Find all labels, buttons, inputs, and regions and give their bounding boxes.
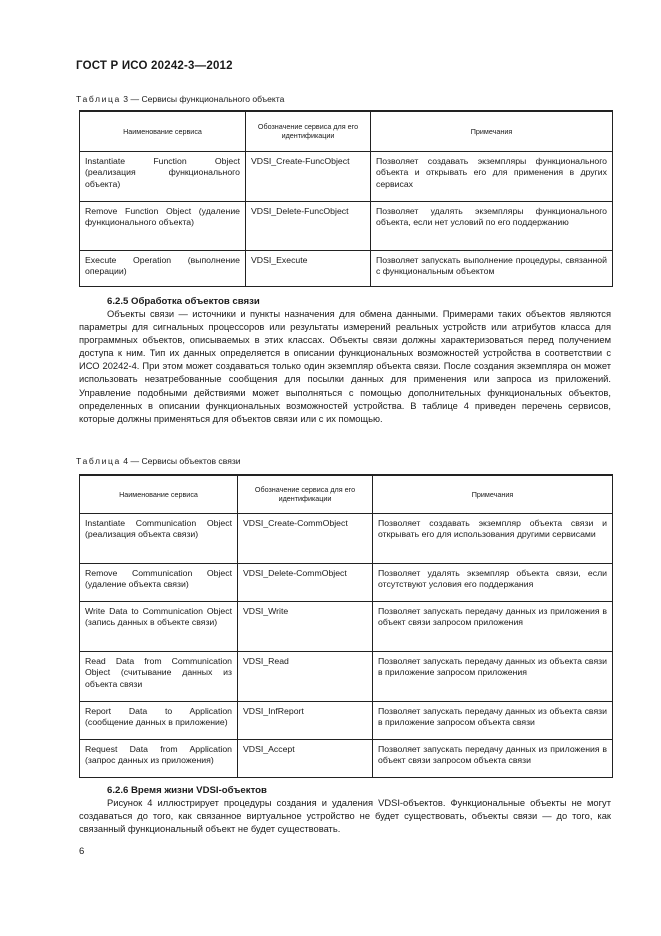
- table4-caption: Таблица 4 — Сервисы объектов связи: [76, 456, 241, 466]
- service-note: Позволяет запускать передачу данных из объекта связи в приложение запросом приложения: [373, 651, 613, 701]
- service-id: VDSI_Create-CommObject: [238, 513, 373, 563]
- service-name: Report Data to Application (сообщение данных в приложение): [80, 701, 238, 739]
- table3-caption: Таблица 3 — Сервисы функционального объекта: [76, 94, 285, 104]
- service-name: Execute Operation (выполнение операции): [80, 250, 246, 286]
- header-cell: Обозначение сервиса для его идентификации: [246, 111, 371, 151]
- header-cell: Обозначение сервиса для его идентификации: [238, 475, 373, 513]
- section-625-body: Объекты связи — источники и пункты назначения для обмена данными. Примерами таких объектов являются параметры для сигнальных процессоров или результаты измерений реальных устройств или атрибутов класса для программных объектов, описываемых в этих классах. Объекты связи должны характеризоваться перед получением доступа к ним. Тип их данных определяется в описании функциональных возможностей устройства в соответствии с ИСО 20242-4. При этом может создаваться только один экземпляр объекта связи. После создания экземпляра он может использовать незатребованные сообщения для посылки данных для применения или запроса из приложений. Управление подобными действиями может выполняться с помощью дополнительных функциональных объектов, определенных в описании функциональных возможностей устройства. В таблице 4 приведен перечень сервисов, которые должны применяться для объектов связи или с их помощью.: [79, 309, 611, 424]
- service-id: VDSI_Create-FuncObject: [246, 151, 371, 201]
- service-id: VDSI_Accept: [238, 739, 373, 777]
- table-header-row: [80, 475, 613, 513]
- table-row: [80, 563, 613, 601]
- service-note: Позволяет запускать передачу данных из приложения в объект связи запросом объекта связи: [373, 739, 613, 777]
- service-note: Позволяет создавать экземпляр объекта связи и открывать его для использования другими сервисами: [373, 513, 613, 563]
- service-name: Remove Function Object (удаление функционального объекта): [80, 201, 246, 250]
- service-name: Remove Communication Object (удаление объекта связи): [80, 563, 238, 601]
- table-row: [80, 739, 613, 777]
- header-cell: Наименование сервиса: [80, 111, 246, 151]
- service-note: Позволяет удалять экземпляры функционального объекта, если нет условий по его поддержанию: [371, 201, 613, 250]
- service-id: VDSI_Read: [238, 651, 373, 701]
- service-id: VDSI_Write: [238, 601, 373, 651]
- service-id: VDSI_Delete-CommObject: [238, 563, 373, 601]
- table-row: [80, 513, 613, 563]
- service-note: Позволяет создавать экземпляры функционального объекта и открывать его для применения в других сервисах: [371, 151, 613, 201]
- table-row: [80, 651, 613, 701]
- service-name: Instantiate Function Object (реализация функционального объекта): [80, 151, 246, 201]
- table4: [79, 474, 613, 778]
- service-id: VDSI_InfReport: [238, 701, 373, 739]
- service-name: Instantiate Communication Object (реализация объекта связи): [80, 513, 238, 563]
- table-header-row: [80, 111, 613, 151]
- service-note: Позволяет запускать передачу данных из объекта связи в приложение запросом объекта связи: [373, 701, 613, 739]
- section-625-title: 6.2.5 Обработка объектов связи: [107, 296, 260, 307]
- table-row: [80, 201, 613, 250]
- service-note: Позволяет запускать выполнение процедуры, связанной с функциональным объектом: [371, 250, 613, 286]
- table3: [79, 110, 613, 287]
- service-note: Позволяет запускать передачу данных из приложения в объект связи запросом приложения: [373, 601, 613, 651]
- header-cell: Наименование сервиса: [80, 475, 238, 513]
- service-id: VDSI_Execute: [246, 250, 371, 286]
- service-name: Read Data from Communication Object (считывание данных из объекта связи: [80, 651, 238, 701]
- table-row: [80, 151, 613, 201]
- table-row: [80, 250, 613, 286]
- service-id: VDSI_Delete-FuncObject: [246, 201, 371, 250]
- document-header: ГОСТ Р ИСО 20242-3—2012: [76, 60, 233, 72]
- table-row: [80, 601, 613, 651]
- table-row: [80, 701, 613, 739]
- service-name: Write Data to Communication Object (запись данных в объекте связи): [80, 601, 238, 651]
- page-number: 6: [79, 846, 85, 857]
- section-626-body: Рисунок 4 иллюстрирует процедуры создания и удаления VDSI-объектов. Функциональные объекты не могут создаваться до того, как связанное виртуальное устройство не будет существовать, объекты связи — до того, как связанный функциональный объект не будет существовать.: [79, 798, 611, 835]
- service-note: Позволяет удалять экземпляр объекта связи, если отсутствуют условия его поддержания: [373, 563, 613, 601]
- service-name: Request Data from Application (запрос данных из приложения): [80, 739, 238, 777]
- header-cell: Примечания: [371, 111, 613, 151]
- section-626-title: 6.2.6 Время жизни VDSI-объектов: [107, 785, 267, 796]
- header-cell: Примечания: [373, 475, 613, 513]
